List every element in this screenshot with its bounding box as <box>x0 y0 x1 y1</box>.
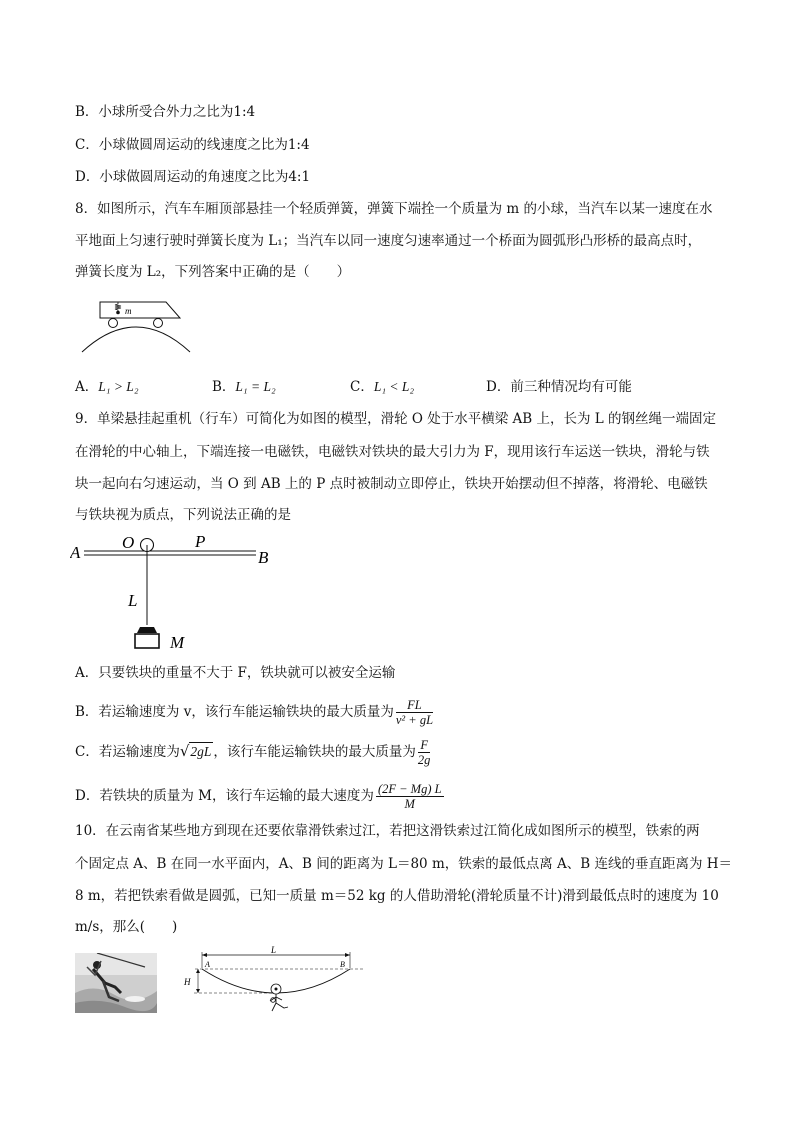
q10-stem-line3: 8 m，若把铁索看做是圆弧，已知一质量 m＝52 kg 的人借助滑轮(滑轮质量不计)滑到最低点时的速度为 10 <box>75 888 719 904</box>
q8-stem-line3: 弹簧长度为 L₂，下列答案中正确的是（ ） <box>75 264 351 280</box>
q8-option-d: D．前三种情况均有可能 <box>486 379 632 395</box>
q10-stem-line4: m/s，那么( ) <box>75 919 178 935</box>
q10-cable-diagram <box>180 945 370 1035</box>
q10-stem-line1: 10．在云南省某些地方到现在还要依靠滑铁索过江，若把这滑铁索过江简化成如图所示的模型，铁索的两 <box>75 823 700 839</box>
q8-stem-line2: 平地面上匀速行驶时弹簧长度为 L₁；当汽车以同一速度匀速率通过一个桥面为圆弧形凸形桥的最高点时， <box>75 233 702 249</box>
point-b-label: B <box>340 960 345 969</box>
rope-length-label: L <box>128 591 138 610</box>
zipline-photo <box>75 953 157 1013</box>
q8-option-b: B．L₁ = L₂ <box>212 379 276 395</box>
q8-option-c: C．L₁ < L₂ <box>350 379 415 395</box>
q9-option-d: D．若铁块的质量为 M，该行车运输的最大速度为 $\frac{(2F - Mg) L}{M}$ <box>75 782 442 811</box>
mass-label-m: m <box>125 306 132 316</box>
point-a-label: A <box>70 543 81 562</box>
ball <box>116 311 120 315</box>
q7-option-b: B．小球所受合外力之比为1:4 <box>75 104 256 120</box>
q9-option-b: B．若运输速度为 v，该行车能运输铁块的最大质量为 $\frac{FL}{\text{v² + gL}}$ <box>75 698 434 727</box>
height-h-label: H <box>184 977 191 987</box>
q9-stem-line3: 块一起向右匀速运动，当 O 到 AB 上的 P 点时被制动立即停止，铁块开始摆动但不掉落，将滑轮、电磁铁 <box>75 476 708 492</box>
q9-stem-line1: 9．单梁悬挂起重机（行车）可简化为如图的模型，滑轮 O 处于水平横梁 AB 上，长为 L 的钢丝绳一端固定 <box>75 411 717 427</box>
q9-option-c-fraction: $\frac{F}{2g}$ <box>417 738 431 767</box>
pulley-o-label: O <box>122 533 135 552</box>
front-wheel <box>109 319 118 328</box>
q8-option-a: A．L₁ > L₂ <box>75 379 139 395</box>
q9-stem-line4: 与铁块视为质点，下列说法正确的是 <box>75 507 291 523</box>
q7-option-c: C．小球做圆周运动的线速度之比为1:4 <box>75 137 310 153</box>
electromagnet <box>137 627 157 633</box>
q9-option-d-fraction: $\frac{(2F - Mg) L}{M}$ <box>377 782 442 811</box>
q8-car-bridge-figure <box>78 292 198 354</box>
q9-option-c: C．若运输速度为√2gL ，该行车能运输铁块的最大质量为 $\frac{F}{2g}$ <box>75 738 431 767</box>
q10-stem-line2: 个固定点 A、B 在同一水平面内，A、B 间的距离为 L＝80 m，铁索的最低点离 A、B 连线的垂直距离为 H＝ <box>75 856 733 872</box>
iron-block <box>135 634 159 648</box>
q7-option-d: D．小球做圆周运动的角速度之比为4:1 <box>75 169 311 185</box>
mass-m-label: M <box>170 633 185 652</box>
q9-option-a: A．只要铁块的重量不大于 F，铁块就可以被安全运输 <box>75 665 396 681</box>
car-body <box>100 302 180 318</box>
length-l-label: L <box>271 945 277 955</box>
q9-crane-figure <box>70 530 280 652</box>
q9-option-b-fraction: $\frac{FL}{\text{v² + gL}}$ <box>395 698 434 727</box>
convex-bridge-arc <box>82 327 190 352</box>
point-p-label: P <box>195 532 206 551</box>
spring <box>115 302 121 311</box>
q8-stem-line1: 8．如图所示，汽车车厢顶部悬挂一个轻质弹簧，弹簧下端拴一个质量为 m 的小球，当汽车以某一速度在水 <box>75 201 713 217</box>
point-b-label: B <box>258 548 269 567</box>
rear-wheel <box>154 319 163 328</box>
point-a-label: A <box>205 960 210 969</box>
q9-stem-line2: 在滑轮的中心轴上，下端连接一电磁铁，电磁铁对铁块的最大引力为 F，现用该行车运送一铁块，滑轮与铁 <box>75 444 710 460</box>
